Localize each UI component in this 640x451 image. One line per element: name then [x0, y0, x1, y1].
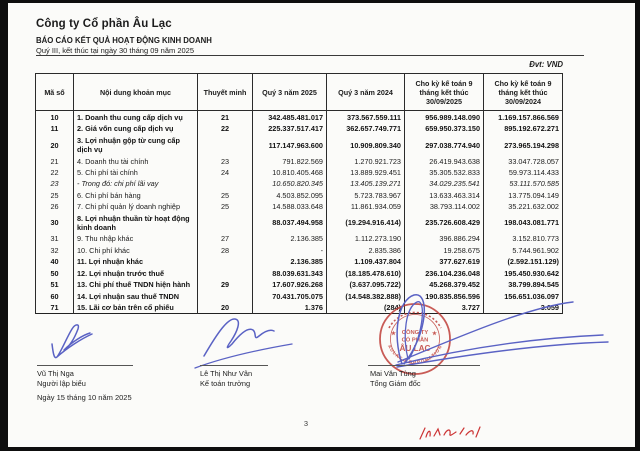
value-9m-2024-cell: 35.221.632.002 [484, 201, 563, 212]
signature-line [368, 365, 480, 366]
stamp-text-line2: CỔ PHẦN [401, 337, 429, 344]
signer-name: Vũ Thị Nga [37, 369, 74, 378]
signer-name: Lê Thị Như Vân [200, 369, 253, 378]
item-cell: 10. Chi phí khác [74, 245, 198, 256]
code-cell: 22 [36, 167, 74, 178]
value-q3-2024-cell: (284) [327, 302, 405, 314]
code-cell: 71 [36, 302, 74, 314]
value-9m-2024-cell: 33.047.728.057 [484, 156, 563, 167]
value-9m-2025-cell: 190.835.856.596 [405, 291, 484, 302]
value-9m-2025-cell: 45.268.379.452 [405, 279, 484, 290]
value-q3-2024-cell: 5.723.783.967 [327, 190, 405, 201]
value-9m-2024-cell: (2.592.151.129) [484, 256, 563, 267]
note-cell [198, 268, 253, 279]
value-q3-2025-cell: 791.822.569 [253, 156, 327, 167]
item-cell: 2. Giá vốn cung cấp dịch vụ [74, 123, 198, 134]
stamp-text-line1: CÔNG TY [401, 330, 429, 336]
note-cell: 25 [198, 201, 253, 212]
item-cell: 3. Lợi nhuận gộp từ cung cấp dịch vụ [74, 135, 198, 156]
code-cell: 40 [36, 256, 74, 267]
value-q3-2024-cell: 13.405.139.271 [327, 178, 405, 189]
signature-line [37, 365, 133, 366]
stamp-text-line3: ÂU LẠC [399, 344, 431, 353]
code-cell: 30 [36, 213, 74, 234]
code-cell: 32 [36, 245, 74, 256]
page-number: 3 [303, 419, 309, 428]
report-date: Ngày 15 tháng 10 năm 2025 [37, 393, 132, 402]
table-row [36, 111, 563, 124]
note-cell: 21 [198, 111, 253, 124]
value-9m-2025-cell: 235.726.608.429 [405, 213, 484, 234]
table-row [36, 268, 563, 279]
table-row [36, 190, 563, 201]
table-row [36, 135, 563, 156]
value-9m-2025-cell: 26.419.943.638 [405, 156, 484, 167]
column-header: Thuyết minh [198, 74, 253, 111]
note-cell [198, 178, 253, 189]
value-q3-2024-cell: 2.835.386 [327, 245, 405, 256]
note-cell: 29 [198, 279, 253, 290]
value-9m-2024-cell: 3.059 [484, 302, 563, 314]
value-q3-2024-cell: (14.548.382.888) [327, 291, 405, 302]
signature-line [200, 365, 268, 366]
note-cell: 24 [198, 167, 253, 178]
column-header: Quý 3 năm 2025 [253, 74, 327, 111]
red-ink-annotation [418, 424, 482, 442]
value-9m-2024-cell: 195.450.930.642 [484, 268, 563, 279]
value-9m-2025-cell: 236.104.236.048 [405, 268, 484, 279]
item-cell: 7. Chi phí quản lý doanh nghiệp [74, 201, 198, 212]
item-cell: 9. Thu nhập khác [74, 233, 198, 244]
table-row [36, 233, 563, 244]
value-q3-2025-cell: 14.588.033.648 [253, 201, 327, 212]
value-9m-2025-cell: 34.029.235.541 [405, 178, 484, 189]
value-9m-2024-cell: 59.973.114.433 [484, 167, 563, 178]
value-9m-2024-cell: 273.965.194.298 [484, 135, 563, 156]
value-9m-2025-cell: 35.305.532.833 [405, 167, 484, 178]
item-cell: 15. Lãi cơ bản trên cổ phiếu [74, 302, 198, 314]
item-cell: - Trong đó: chi phí lãi vay [74, 178, 198, 189]
value-9m-2025-cell: 13.633.463.314 [405, 190, 484, 201]
value-9m-2024-cell: 156.651.036.097 [484, 291, 563, 302]
value-q3-2024-cell: 1.109.437.804 [327, 256, 405, 267]
code-cell: 21 [36, 156, 74, 167]
value-9m-2025-cell: 38.793.114.002 [405, 201, 484, 212]
value-q3-2024-cell: (19.294.916.414) [327, 213, 405, 234]
value-9m-2024-cell: 5.744.961.902 [484, 245, 563, 256]
signature-preparer [44, 320, 100, 368]
code-cell: 50 [36, 268, 74, 279]
table-row [36, 123, 563, 134]
column-header: Cho kỳ kế toán 9 tháng kết thúc 30/09/2025 [405, 74, 484, 111]
code-cell: 60 [36, 291, 74, 302]
value-q3-2025-cell: 10.650.820.345 [253, 178, 327, 189]
note-cell: 25 [198, 190, 253, 201]
signer-title: Tổng Giám đốc [370, 379, 421, 388]
value-9m-2025-cell: 297.038.774.940 [405, 135, 484, 156]
value-9m-2024-cell: 895.192.672.271 [484, 123, 563, 134]
value-9m-2025-cell: 956.989.148.090 [405, 111, 484, 124]
code-cell: 11 [36, 123, 74, 134]
value-q3-2025-cell: - [253, 245, 327, 256]
code-cell: 51 [36, 279, 74, 290]
stamp-star-left: ★ [391, 331, 396, 337]
note-cell: 22 [198, 123, 253, 134]
code-cell: 31 [36, 233, 74, 244]
table-row [36, 167, 563, 178]
value-9m-2025-cell: 19.258.675 [405, 245, 484, 256]
signature-director [385, 288, 637, 376]
column-header: Nội dung khoản mục [74, 74, 198, 111]
value-q3-2024-cell: 373.567.559.111 [327, 111, 405, 124]
signature-chief-accountant [192, 316, 297, 372]
item-cell: 4. Doanh thu tài chính [74, 156, 198, 167]
code-cell: 23 [36, 178, 74, 189]
value-q3-2024-cell: 1.112.273.190 [327, 233, 405, 244]
value-q3-2025-cell: 10.810.405.468 [253, 167, 327, 178]
value-q3-2024-cell: 362.657.749.771 [327, 123, 405, 134]
value-q3-2025-cell: 88.039.631.343 [253, 268, 327, 279]
value-9m-2025-cell: 659.950.373.150 [405, 123, 484, 134]
item-cell: 12. Lợi nhuận trước thuế [74, 268, 198, 279]
note-cell [198, 135, 253, 156]
table-row [36, 213, 563, 234]
signer-title: Kế toán trưởng [200, 379, 251, 388]
item-cell: 14. Lợi nhuận sau thuế TNDN [74, 291, 198, 302]
item-cell: 6. Chi phí bán hàng [74, 190, 198, 201]
code-cell: 26 [36, 201, 74, 212]
signer-name: Mai Văn Tùng [370, 369, 416, 378]
table-row [36, 245, 563, 256]
value-q3-2024-cell: 1.270.921.723 [327, 156, 405, 167]
stamp-star-right: ★ [432, 331, 437, 337]
code-cell: 10 [36, 111, 74, 124]
note-cell: 28 [198, 245, 253, 256]
table-row [36, 201, 563, 212]
value-q3-2025-cell: 70.431.705.075 [253, 291, 327, 302]
value-q3-2025-cell: 1.376 [253, 302, 327, 314]
item-cell: 8. Lợi nhuận thuần từ hoạt động kinh doanh [74, 213, 198, 234]
company-name: Công ty Cổ phần Âu Lạc [36, 18, 172, 30]
value-9m-2024-cell: 1.169.157.866.569 [484, 111, 563, 124]
currency-unit-label: Đvt: VND [529, 60, 563, 69]
value-q3-2025-cell: 17.607.926.268 [253, 279, 327, 290]
note-cell: 20 [198, 302, 253, 314]
item-cell: 1. Doanh thu cung cấp dịch vụ [74, 111, 198, 124]
item-cell: 11. Lợi nhuận khác [74, 256, 198, 267]
income-statement-table [35, 73, 563, 314]
value-q3-2025-cell: 225.337.517.417 [253, 123, 327, 134]
table-header-row [36, 74, 563, 111]
column-header: Cho kỳ kế toán 9 tháng kết thúc 30/09/2024 [484, 74, 563, 111]
value-q3-2025-cell: 4.503.852.095 [253, 190, 327, 201]
document-page [8, 3, 635, 447]
note-cell: 23 [198, 156, 253, 167]
value-9m-2025-cell: 396.886.294 [405, 233, 484, 244]
report-period: Quý III, kết thúc tại ngày 30 tháng 09 năm 2025 [36, 46, 195, 55]
note-cell [198, 291, 253, 302]
table-row [36, 178, 563, 189]
note-cell [198, 213, 253, 234]
value-q3-2025-cell: 342.485.481.017 [253, 111, 327, 124]
value-9m-2025-cell: 377.627.619 [405, 256, 484, 267]
value-9m-2024-cell: 198.043.081.771 [484, 213, 563, 234]
value-q3-2025-cell: 117.147.963.600 [253, 135, 327, 156]
value-9m-2025-cell: 3.727 [405, 302, 484, 314]
code-cell: 20 [36, 135, 74, 156]
signer-title: Người lập biểu [37, 379, 86, 388]
value-q3-2024-cell: (3.637.095.722) [327, 279, 405, 290]
value-9m-2024-cell: 3.152.810.773 [484, 233, 563, 244]
value-9m-2024-cell: 38.799.894.545 [484, 279, 563, 290]
note-cell: 27 [198, 233, 253, 244]
stamp-arc-text: AULAC CORPORATION [386, 343, 444, 365]
value-q3-2025-cell: 88.037.494.958 [253, 213, 327, 234]
column-header: Mã số [36, 74, 74, 111]
value-q3-2024-cell: 13.889.929.451 [327, 167, 405, 178]
note-cell [198, 256, 253, 267]
value-9m-2024-cell: 13.775.094.149 [484, 190, 563, 201]
value-q3-2024-cell: 11.861.934.059 [327, 201, 405, 212]
header-divider [36, 55, 584, 56]
value-q3-2024-cell: (18.185.478.610) [327, 268, 405, 279]
value-q3-2025-cell: 2.136.385 [253, 233, 327, 244]
report-title: BÁO CÁO KẾT QUẢ HOẠT ĐỘNG KINH DOANH [36, 36, 212, 45]
value-q3-2025-cell: 2.136.385 [253, 256, 327, 267]
item-cell: 13. Chi phí thuế TNDN hiện hành [74, 279, 198, 290]
item-cell: 5. Chi phí tài chính [74, 167, 198, 178]
table-row [36, 256, 563, 267]
value-9m-2024-cell: 53.111.570.585 [484, 178, 563, 189]
column-header: Quý 3 năm 2024 [327, 74, 405, 111]
table-body [36, 111, 563, 314]
value-q3-2024-cell: 10.909.809.340 [327, 135, 405, 156]
table-row [36, 156, 563, 167]
code-cell: 25 [36, 190, 74, 201]
